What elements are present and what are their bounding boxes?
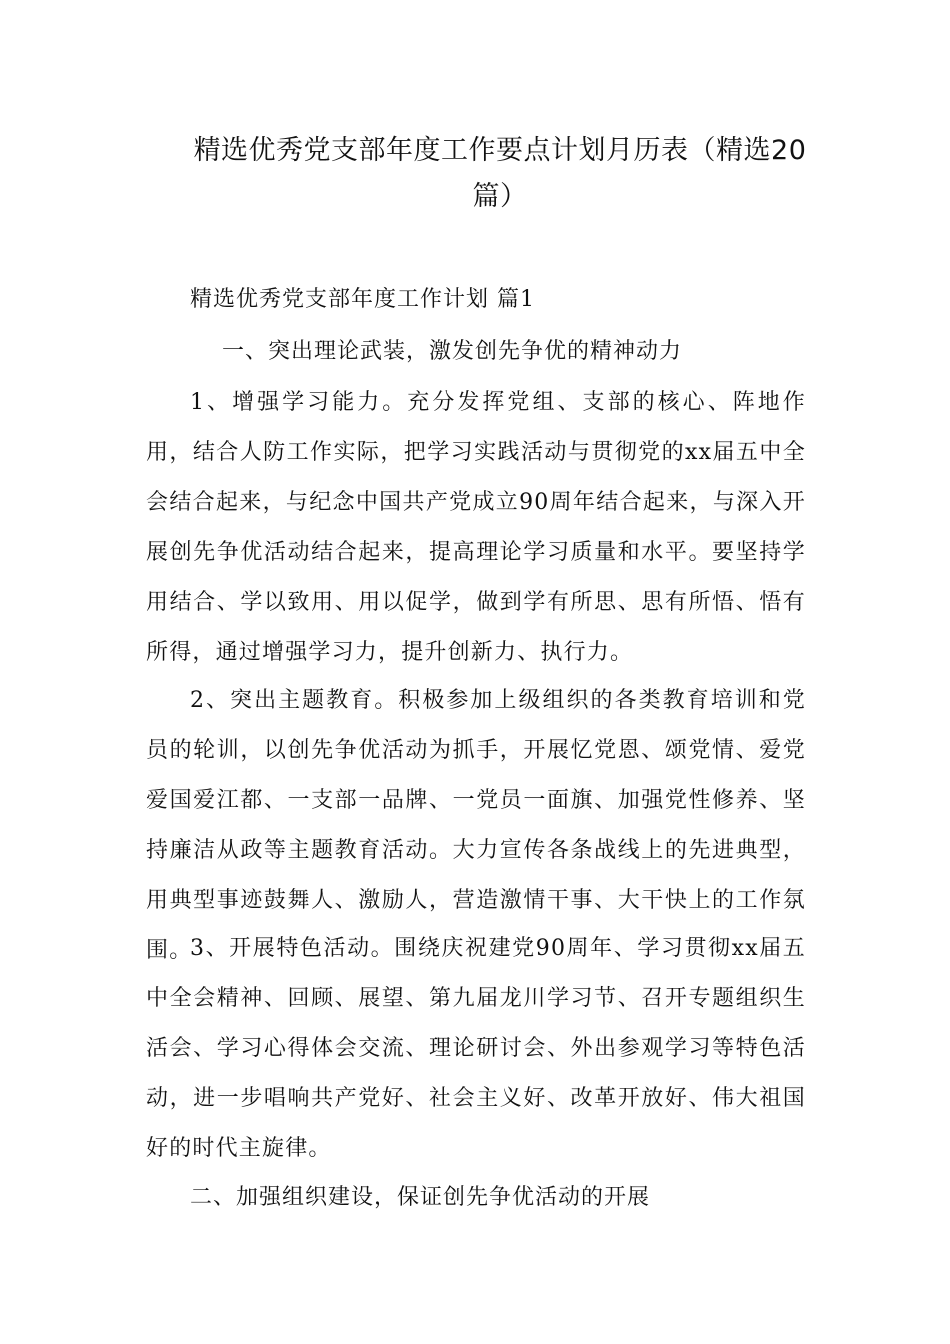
paragraph-1: 1、增强学习能力。充分发挥党组、支部的核心、阵地作用，结合人防工作实际，把学习实践活动与贯彻党的xx届五中全会结合起来，与纪念中国共产党成立90周年结合起来，与深入开展创先争优活动结合起来，提高理论学习质量和水平。要坚持学用结合、学以致用、用以促学，做到学有所思、思有所悟、悟有所得，通过增强学习力，提升创新力、执行力。 bbox=[146, 390, 806, 665]
paragraph-2: 2、突出主题教育。积极参加上级组织的各类教育培训和党员的轮训，以创先争优活动为抓手，开展忆党恩、颂党情、爱党爱国爱江都、一支部一品牌、一党员一面旗、加强党性修养、坚持廉洁从政等主题教育活动。大力宣传各条战线上的先进典型，用典型事迹鼓舞人、激励人，营造激情干事、大干快上的工作氛围。 bbox=[146, 688, 806, 963]
section-2-heading: 二、加强组织建设，保证创先争优活动的开展 bbox=[190, 1185, 651, 1210]
document-title bbox=[175, 128, 825, 220]
paragraph-3: 3、开展特色活动。围绕庆祝建党90周年、学习贯彻xx届五中全会精神、回顾、展望、第九届龙川学习节、召开专题组织生活会、学习心得体会交流、理论研讨会、外出参观学习等特色活动，进一步唱响共产党好、社会主义好、改革开放好、伟大祖国好的时代主旋律。 bbox=[146, 936, 806, 1161]
article-subtitle: 精选优秀党支部年度工作计划 篇1 bbox=[190, 287, 535, 312]
section-1-heading: 一、突出理论武装，激发创先争优的精神动力 bbox=[222, 339, 683, 364]
title-line-2: 篇） bbox=[472, 181, 528, 212]
title-line-1: 精选优秀党支部年度工作要点计划月历表（精选20 bbox=[193, 135, 807, 166]
